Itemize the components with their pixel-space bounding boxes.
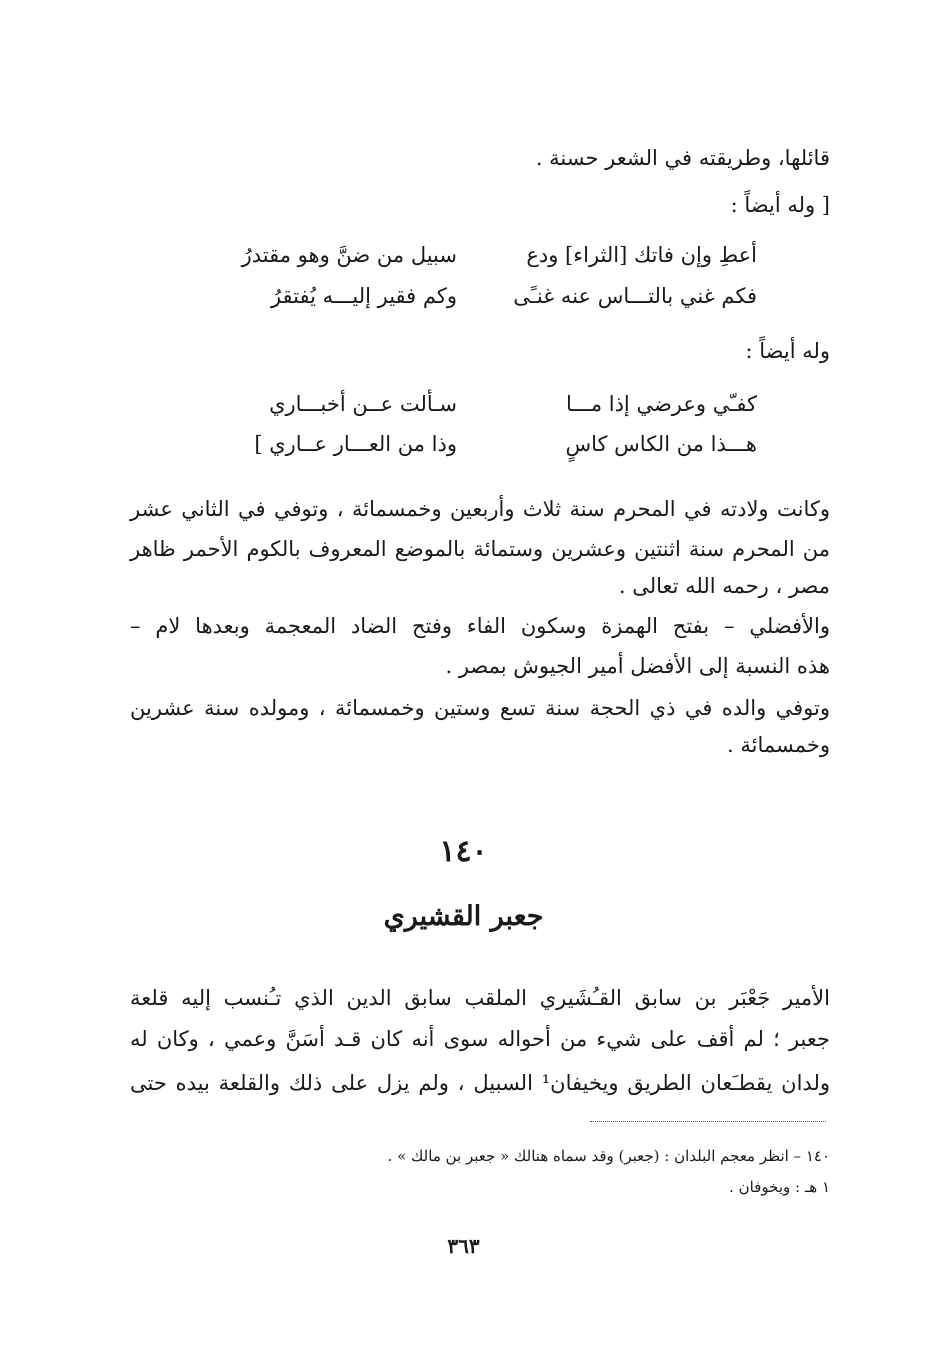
intro-line-2: [ وله أيضاً :	[730, 193, 830, 217]
entry-number: ١٤٠	[439, 834, 488, 869]
body-line-2: من المحرم سنة اثنتين وعشرين وستمائة بالموضع المعروف بالكوم الأحمر ظاهر	[130, 537, 830, 561]
body-line-3: مصر ، رحمه الله تعالى .	[618, 574, 830, 598]
body-line-7: وخمسمائة .	[727, 733, 830, 757]
footnote-1: ١٤٠ – انظر معجم البلدان : (جعبر) وقد سماه هنالك « جعبر بن مالك » .	[387, 1147, 830, 1165]
verse-3-first-hemistich: كفـّي وعرضي إذا مـــا	[565, 392, 757, 416]
verse-2-second-hemistich: وكم فقير إليـــه يُفتقرُ	[270, 284, 457, 308]
verse-2-first-hemistich: فكم غني بالتـــاس عنه غنـًى	[513, 284, 757, 308]
body-line-4: والأفضلي – بفتح الهمزة وسكون الفاء وفتح الضاد المعجمة وبعدها لام –	[130, 614, 830, 638]
footnote-separator	[590, 1121, 826, 1122]
verse-4-first-hemistich: هـــذا من الكاس كاسٍ	[565, 432, 757, 456]
verse-3-second-hemistich: سـألت عــن أخبـــاري	[269, 392, 457, 416]
entry-line-1: الأمير جَعْبَر بن سابق القـُشَيري الملقب سابق الدين الذي تـُنسب إليه قلعة	[130, 986, 830, 1010]
entry-line-3: ولدان يقطـَعان الطريق ويخيفان¹ السبيل ، ولم يزل على ذلك والقلعة بيده حتى	[130, 1071, 830, 1095]
page-number: ٣٦٣	[447, 1234, 480, 1258]
body-line-6: وتوفي والده في ذي الحجة سنة تسع وستين وخمسمائة ، ومولده سنة عشرين	[130, 696, 830, 720]
body-line-5: هذه النسبة إلى الأفضل أمير الجيوش بمصر .	[445, 654, 830, 678]
footnote-2: ١ هـ : ويخوفان .	[729, 1178, 830, 1196]
intro-line-1: قائلها، وطريقته في الشعر حسنة .	[535, 146, 830, 170]
verse-4-second-hemistich: وذا من العـــار عــاري ]	[254, 432, 457, 456]
entry-title: جعبر القشيري	[383, 901, 544, 932]
also-label: وله أيضاً :	[745, 339, 830, 363]
verse-1-second-hemistich: سبيل من ضنَّ وهو مقتدرُ	[241, 243, 457, 267]
body-line-1: وكانت ولادته في المحرم سنة ثلاث وأربعين وخمسمائة ، وتوفي في الثاني عشر	[130, 497, 830, 521]
verse-1-first-hemistich: أعطِ وإن فاتك [الثراء] ودع	[526, 243, 757, 267]
entry-line-2: جعبر ؛ لم أقف على شيء من أحواله سوى أنه كان قـد أسَنَّ وعمي ، وكان له	[130, 1027, 830, 1051]
